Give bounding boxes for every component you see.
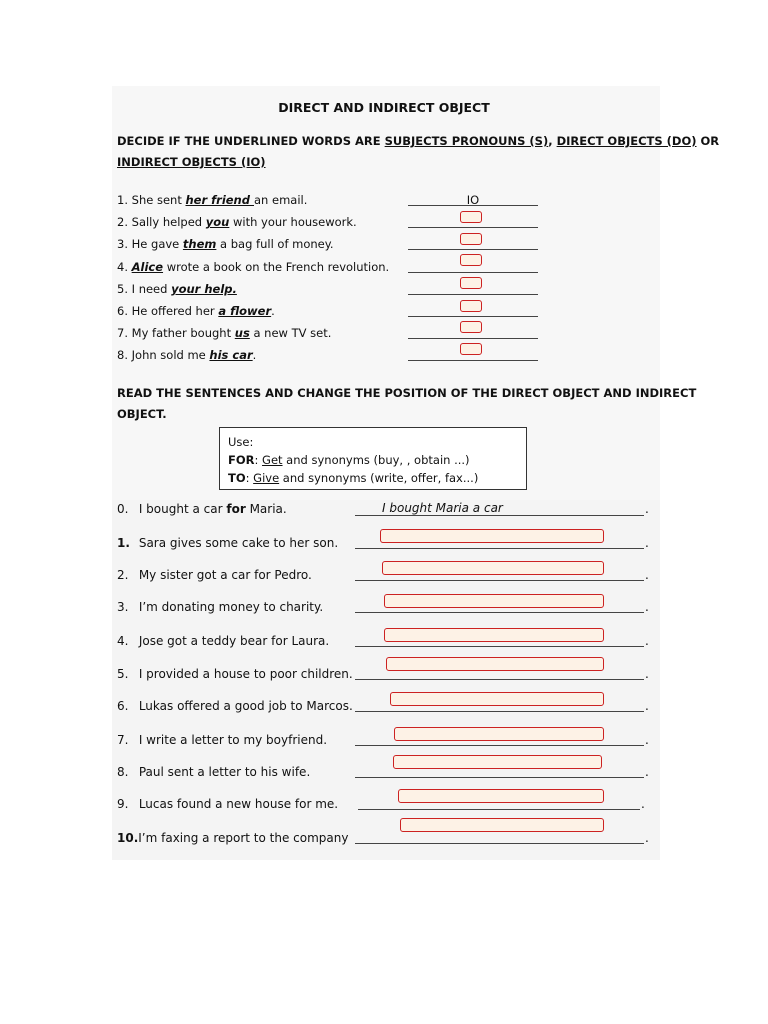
part2-line-3 bbox=[355, 612, 644, 613]
part1-item-8: 8. John sold me his car. bbox=[117, 348, 257, 362]
part2-item-3: 3. I’m donating money to charity. bbox=[117, 600, 324, 614]
part2-line-9 bbox=[358, 809, 640, 810]
part2-line-8 bbox=[355, 777, 644, 778]
instruction-2-line-1: READ THE SENTENCES AND CHANGE THE POSITION OF THE DIRECT OBJECT AND INDIRECT bbox=[117, 386, 697, 400]
rewrite-input-4[interactable] bbox=[384, 628, 604, 642]
answer-line-6 bbox=[408, 316, 538, 317]
part2-dot-10: . bbox=[645, 831, 649, 845]
rewrite-input-8[interactable] bbox=[393, 755, 602, 769]
part2-line-10 bbox=[355, 843, 644, 844]
part2-item-9: 9. Lucas found a new house for me. bbox=[117, 797, 339, 811]
part2-line-2 bbox=[355, 580, 644, 581]
part2-item-1: 1. Sara gives some cake to her son. bbox=[117, 536, 339, 550]
rewrite-input-6[interactable] bbox=[390, 692, 604, 706]
answer-input-6[interactable] bbox=[460, 300, 482, 312]
answer-input-4[interactable] bbox=[460, 254, 482, 266]
part2-line-5 bbox=[355, 679, 644, 680]
answer-1-given: IO bbox=[466, 193, 480, 207]
answer-line-2 bbox=[408, 227, 538, 228]
rewrite-input-2[interactable] bbox=[382, 561, 604, 575]
part2-line-6 bbox=[355, 711, 644, 712]
answer-line-7 bbox=[408, 338, 538, 339]
part2-line-1 bbox=[355, 548, 644, 549]
part2-item-5: 5. I provided a house to poor children. bbox=[117, 667, 353, 681]
part1-item-1: 1. She sent her friend an email. bbox=[117, 193, 308, 207]
use-hint-to: TO: Give and synonyms (write, offer, fax...) bbox=[228, 471, 479, 485]
instruction-1-sep: , bbox=[548, 134, 557, 148]
answer-line-5 bbox=[408, 294, 538, 295]
part2-line-7 bbox=[355, 745, 644, 746]
answer-input-5[interactable] bbox=[460, 277, 482, 289]
part2-dot-4: . bbox=[645, 634, 649, 648]
option-subject-pronouns: SUBJECTS PRONOUNS (S) bbox=[384, 134, 549, 148]
part2-dot-6: . bbox=[645, 699, 649, 713]
part2-dot-9: . bbox=[641, 797, 645, 811]
answer-line-4 bbox=[408, 272, 538, 273]
part1-item-5: 5. I need your help. bbox=[117, 282, 237, 296]
part1-item-2: 2. Sally helped you with your housework. bbox=[117, 215, 357, 229]
part2-item-4: 4. Jose got a teddy bear for Laura. bbox=[117, 634, 330, 648]
instruction-1-sep: OR bbox=[696, 134, 720, 148]
answer-input-2[interactable] bbox=[460, 211, 482, 223]
part2-item-8: 8. Paul sent a letter to his wife. bbox=[117, 765, 311, 779]
instruction-2-line-2: OBJECT. bbox=[117, 407, 167, 421]
part2-dot-7: . bbox=[645, 733, 649, 747]
page-title: DIRECT AND INDIRECT OBJECT bbox=[278, 100, 490, 115]
use-hint-for: FOR: Get and synonyms (buy, , obtain ...) bbox=[228, 453, 470, 467]
rewrite-input-10[interactable] bbox=[400, 818, 604, 832]
part1-item-7: 7. My father bought us a new TV set. bbox=[117, 326, 332, 340]
rewrite-input-1[interactable] bbox=[380, 529, 604, 543]
rewrite-input-9[interactable] bbox=[398, 789, 604, 803]
use-hint-title: Use: bbox=[228, 435, 254, 449]
part2-dot-0: . bbox=[645, 502, 649, 516]
rewrite-input-3[interactable] bbox=[384, 594, 604, 608]
answer-input-3[interactable] bbox=[460, 233, 482, 245]
part2-item-10: 10.I’m faxing a report to the company bbox=[117, 831, 349, 845]
part2-example-answer: I bought Maria a car bbox=[382, 501, 503, 515]
use-hint-box bbox=[219, 427, 527, 490]
option-direct-objects: DIRECT OBJECTS (DO) bbox=[556, 134, 697, 148]
part2-dot-8: . bbox=[645, 765, 649, 779]
answer-line-8 bbox=[408, 360, 538, 361]
part2-item-7: 7. I write a letter to my boyfriend. bbox=[117, 733, 328, 747]
part2-dot-1: . bbox=[645, 536, 649, 550]
part2-item-2: 2. My sister got a car for Pedro. bbox=[117, 568, 312, 582]
instruction-1-prefix: DECIDE IF THE UNDERLINED WORDS ARE bbox=[117, 134, 385, 148]
part1-item-4: 4. Alice wrote a book on the French revolution. bbox=[117, 260, 390, 274]
part2-dot-2: . bbox=[645, 568, 649, 582]
option-indirect-objects: INDIRECT OBJECTS (IO) bbox=[117, 155, 266, 169]
part2-example-item: 0. I bought a car for Maria. bbox=[117, 502, 287, 516]
answer-line-3 bbox=[408, 249, 538, 250]
answer-input-8[interactable] bbox=[460, 343, 482, 355]
rewrite-input-7[interactable] bbox=[394, 727, 604, 741]
rewrite-input-5[interactable] bbox=[386, 657, 604, 671]
part2-dot-5: . bbox=[645, 667, 649, 681]
part1-item-6: 6. He offered her a flower. bbox=[117, 304, 275, 318]
part2-item-6: 6. Lukas offered a good job to Marcos. bbox=[117, 699, 353, 713]
part2-line-0 bbox=[355, 515, 644, 516]
part2-line-4 bbox=[355, 646, 644, 647]
part1-item-3: 3. He gave them a bag full of money. bbox=[117, 237, 334, 251]
instruction-1 bbox=[117, 134, 719, 148]
part2-dot-3: . bbox=[645, 600, 649, 614]
answer-input-7[interactable] bbox=[460, 321, 482, 333]
